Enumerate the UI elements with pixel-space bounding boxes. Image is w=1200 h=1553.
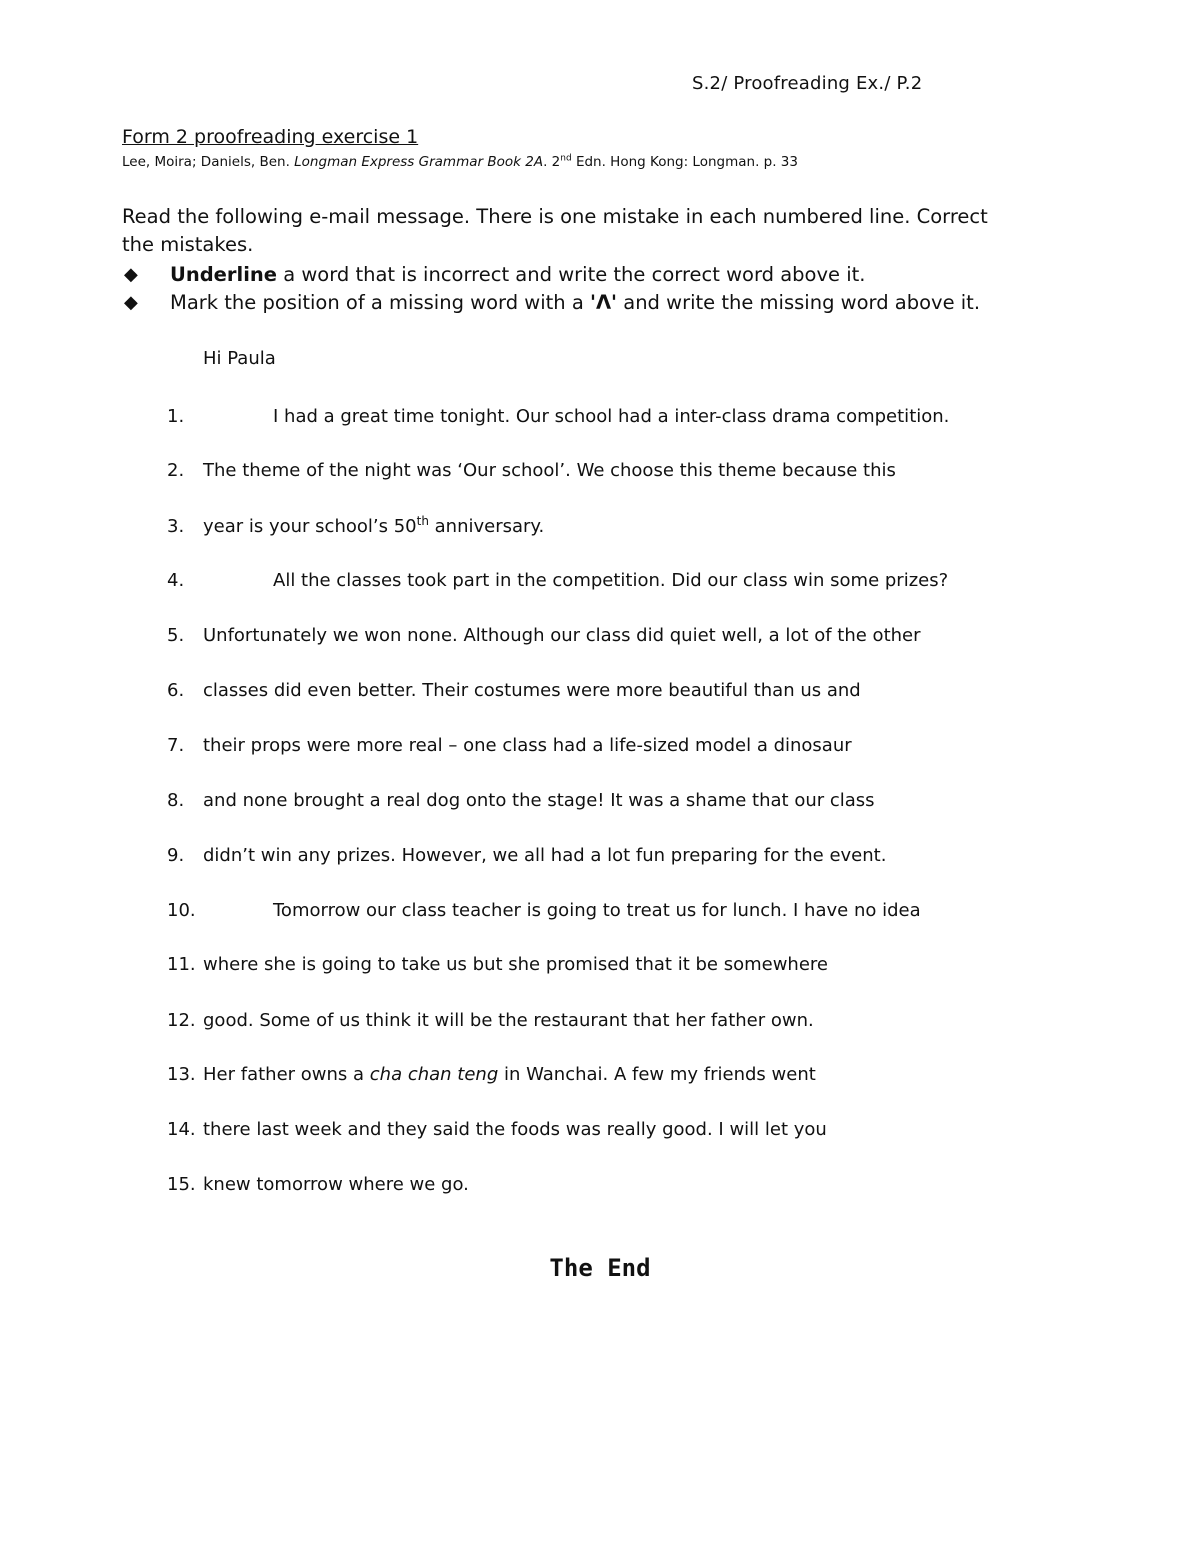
diamond-bullet-icon: ◆ [124, 264, 138, 285]
line-number: 14. [167, 1119, 196, 1140]
line-number: 15. [167, 1174, 196, 1195]
bullet-body-after: and write the missing word above it. [617, 291, 981, 314]
line-text-start: year is your school’s 50 [203, 516, 417, 537]
line-text: and none brought a real dog onto the stage! It was a shame that our class [203, 790, 875, 811]
line-text-end: anniversary. [428, 516, 545, 537]
line-text: their props were more real – one class had a life-sized model a dinosaur [203, 735, 852, 756]
line-text-end: in Wanchai. A few my friends went [498, 1064, 816, 1085]
the-end-footer: The End [549, 1254, 651, 1282]
bullet-text [170, 261, 865, 289]
line-number: 4. [167, 570, 185, 591]
page-ref-header: S.2/ Proofreading Ex./ P.2 [692, 73, 923, 94]
line-text: Tomorrow our class teacher is going to treat us for lunch. I have no idea [273, 900, 921, 921]
citation [122, 154, 798, 170]
letter-greeting: Hi Paula [203, 348, 276, 369]
line-number: 1. [167, 406, 185, 427]
bullet-bold: Underline [170, 263, 277, 286]
line-number: 6. [167, 680, 185, 701]
line-number: 11. [167, 954, 196, 975]
line-text-start: Her father owns a [203, 1064, 370, 1085]
bullet-text [170, 289, 980, 317]
line-text: there last week and they said the foods was really good. I will let you [203, 1119, 827, 1140]
line-text: All the classes took part in the competition. Did our class win some prizes? [273, 570, 949, 591]
citation-book-title: Longman Express Grammar Book 2A [294, 154, 544, 170]
diamond-bullet-icon: ◆ [124, 292, 138, 313]
line-number: 8. [167, 790, 185, 811]
citation-publisher: Edn. Hong Kong: Longman. p. 33 [571, 154, 798, 170]
line-number: 9. [167, 845, 185, 866]
citation-edition-sup: nd [560, 153, 572, 164]
line-number: 3. [167, 516, 185, 537]
bullet-body: Mark the position of a missing word with a [170, 291, 590, 314]
caret-mark: 'Λ' [590, 291, 618, 314]
line-text [203, 514, 544, 540]
line-text: The theme of the night was ‘Our school’. We choose this theme because this [203, 460, 896, 481]
italic-term: cha chan teng [369, 1064, 499, 1085]
line-number: 5. [167, 625, 185, 646]
line-number: 7. [167, 735, 185, 756]
instructions-intro: Read the following e-mail message. There is one mistake in each numbered line. Correct the mistakes. [122, 205, 988, 256]
ordinal-sup: th [416, 514, 429, 528]
line-text: didn’t win any prizes. However, we all had a lot fun preparing for the event. [203, 845, 887, 866]
citation-authors: Lee, Moira; Daniels, Ben. [122, 154, 295, 170]
line-text: I had a great time tonight. Our school had a inter-class drama competition. [273, 406, 950, 427]
line-number: 12. [167, 1010, 196, 1031]
line-text: good. Some of us think it will be the restaurant that her father own. [203, 1010, 814, 1031]
line-number: 10. [167, 900, 196, 921]
line-number: 13. [167, 1064, 196, 1085]
line-text: knew tomorrow where we go. [203, 1174, 469, 1195]
line-text [203, 1062, 816, 1088]
line-text: where she is going to take us but she promised that it be somewhere [203, 954, 828, 975]
bullet-body: a word that is incorrect and write the correct word above it. [277, 263, 866, 286]
line-text: classes did even better. Their costumes were more beautiful than us and [203, 680, 861, 701]
exercise-title: Form 2 proofreading exercise 1 [122, 126, 419, 148]
line-text: Unfortunately we won none. Although our class did quiet well, a lot of the other [203, 625, 921, 646]
line-number: 2. [167, 460, 185, 481]
citation-edition: . 2 [543, 154, 561, 170]
